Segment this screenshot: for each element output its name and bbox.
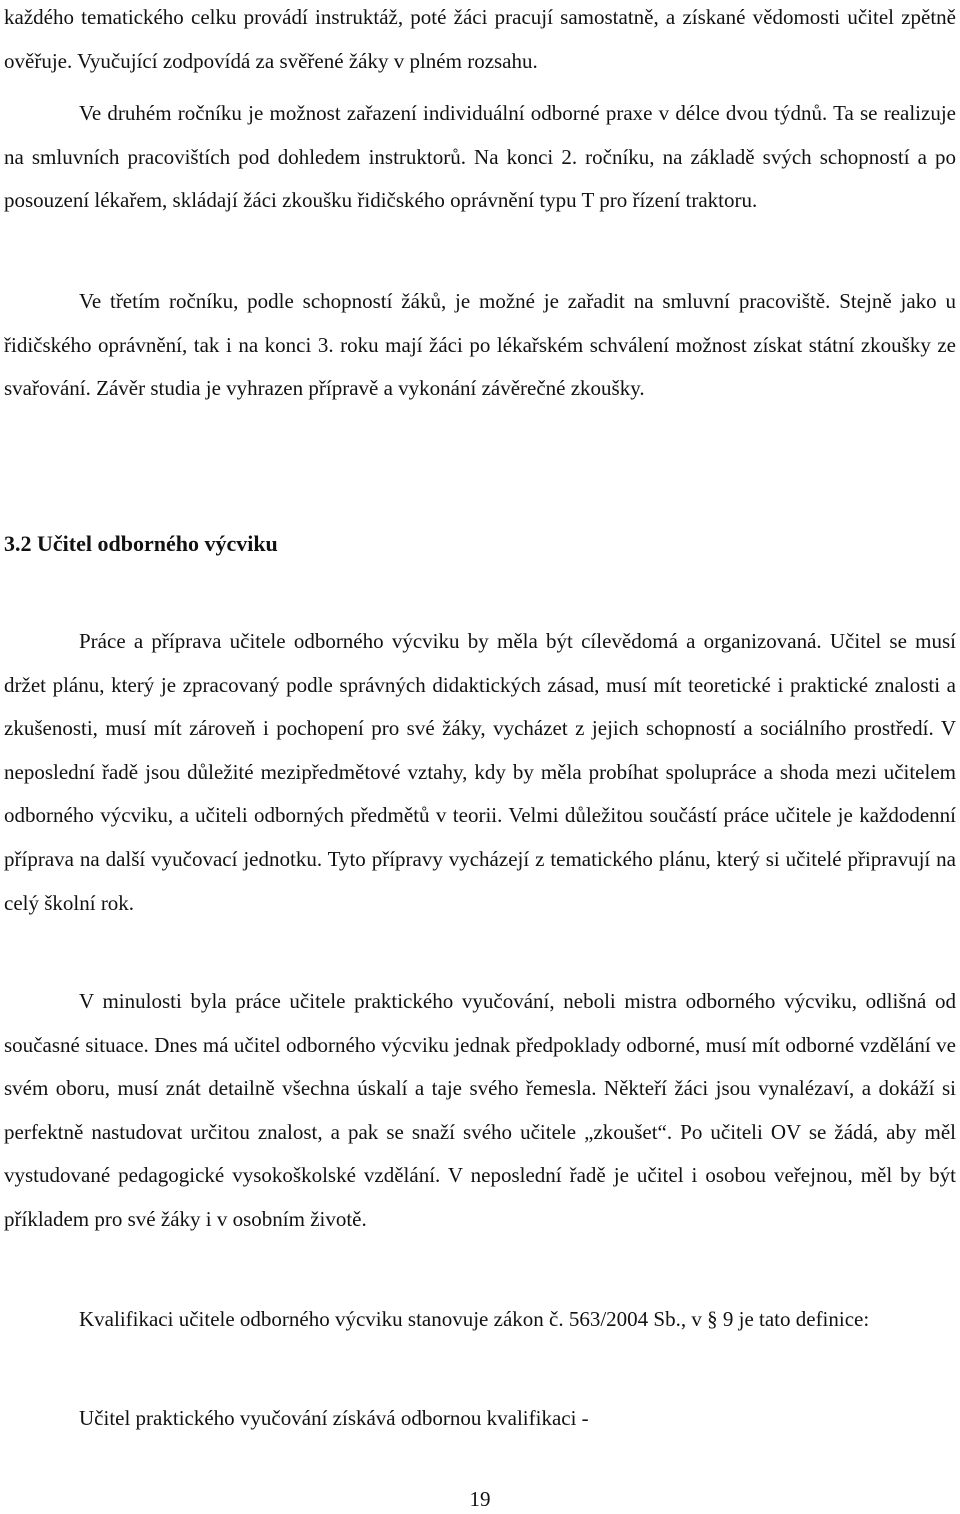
paragraph-5: V minulosti byla práce učitele praktického vyučování, neboli mistra odborného výcviku, odlišná od současné situace. Dnes má učitel odborného výcviku jednak předpoklady odborné, musí mít odborné vzdělání ve svém oboru, musí znát detailně všechna úskalí a taje svého řemesla. Někteří žáci jsou vynalézaví, a dokáží si perfektně nastudovat určitou znalost, a pak se snaží svého učitele „zkoušet“. Po učiteli OV se žádá, aby měl vystudované pedagogické vysokoškolské vzdělání. V neposlední řadě je učitel i osobou veřejnou, měl by být příkladem pro své žáky i v osobním životě. — [4, 989, 956, 1231]
page-number: 19 — [469, 1487, 491, 1511]
paragraph-6: Kvalifikaci učitele odborného výcviku stanovuje zákon č. 563/2004 Sb., v § 9 je tato definice: — [79, 1307, 870, 1331]
paragraph-3: Ve třetím ročníku, podle schopností žáků, je možné je zařadit na smluvní pracoviště. Stejně jako u řidičského oprávnění, tak i na konci 3. roku mají žáci po lékařském schválení možnost získat státní zkoušky ze svařování. Závěr studia je vyhrazen přípravě a vykonání závěrečné zkoušky. — [4, 289, 956, 401]
paragraph-2: Ve druhém ročníku je možnost zařazení individuální odborné praxe v délce dvou týdnů. Ta se realizuje na smluvních pracovištích pod dohledem instruktorů. Na konci 2. ročníku, na základě svých schopností a po posouzení lékařem, skládají žáci zkoušku řidičského oprávnění typu T pro řízení traktoru. — [4, 101, 956, 213]
paragraph-1: každého tematického celku provádí instruktáž, poté žáci pracují samostatně, a získané vědomosti učitel zpětně ověřuje. Vyučující zodpovídá za svěřené žáky v plném rozsahu. — [4, 5, 956, 73]
section-heading: 3.2 Učitel odborného výcviku — [4, 531, 278, 556]
paragraph-4: Práce a příprava učitele odborného výcviku by měla být cílevědomá a organizovaná. Učitel se musí držet plánu, který je zpracovaný podle správných didaktických zásad, musí mít teoretické i praktické znalosti a zkušenosti, musí mít zároveň i pochopení pro své žáky, vycházet z jejich schopností a sociálního prostředí. V neposlední řadě jsou důležité mezipředmětové vztahy, kdy by měla probíhat spolupráce a shoda mezi učitelem odborného výcviku, a učiteli odborných předmětů v teorii. Velmi důležitou součástí práce učitele je každodenní příprava na další vyučovací jednotku. Tyto přípravy vycházejí z tematického plánu, který si učitelé připravují na celý školní rok. — [4, 629, 956, 915]
paragraph-7: Učitel praktického vyučování získává odbornou kvalifikaci - — [79, 1406, 589, 1430]
